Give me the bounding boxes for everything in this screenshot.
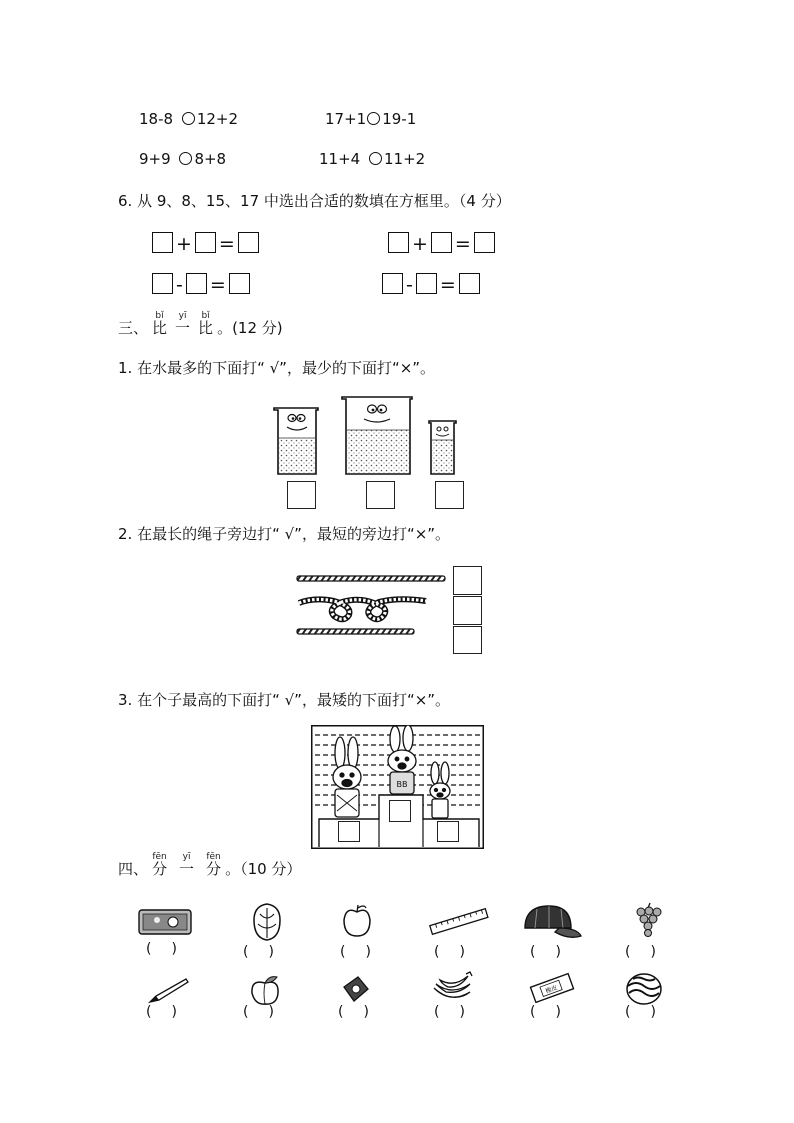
section-3-title: [118, 311, 283, 338]
compare-circle[interactable]: [369, 152, 382, 165]
answer-box[interactable]: [459, 273, 480, 294]
answer-box[interactable]: [195, 232, 216, 253]
answer-paren[interactable]: (): [146, 941, 197, 957]
expr: 11+4: [319, 150, 361, 168]
plus-sign: +: [176, 233, 192, 255]
hanzi: 一: [175, 319, 191, 337]
pinyin: yī: [178, 311, 187, 321]
pinyin-char: [198, 311, 214, 338]
eraser-icon: [528, 972, 576, 1004]
answer-box-rabbit-2[interactable]: [389, 800, 411, 822]
hanzi: 比: [198, 319, 214, 337]
q6-title: 6. 从 9、8、15、17 中选出合适的数填在方框里。（4 分）: [118, 192, 511, 210]
answer-box[interactable]: [152, 273, 173, 294]
equation-minus-2: [382, 273, 480, 296]
answer-box[interactable]: [229, 273, 250, 294]
answer-box[interactable]: [474, 232, 495, 253]
peach-icon: [247, 973, 283, 1007]
expr: 8+8: [194, 150, 227, 168]
minus-sign: -: [176, 274, 183, 296]
equals-sign: =: [218, 233, 235, 255]
hanzi: 比: [152, 319, 168, 337]
pencil-case-icon: [137, 906, 193, 938]
section-number: 四、: [118, 860, 149, 878]
answer-paren[interactable]: (): [625, 1004, 676, 1020]
pinyin-char: [179, 852, 195, 879]
answer-box[interactable]: [186, 273, 207, 294]
pinyin: fēn: [152, 852, 167, 862]
watermelon-icon: [624, 970, 664, 1008]
answer-box-rope-2[interactable]: [453, 596, 482, 625]
q3-title: 3. 在个子最高的下面打“ √”，最矮的下面打“×”。: [118, 691, 451, 709]
answer-box[interactable]: [431, 232, 452, 253]
expr: 18-8: [139, 110, 174, 128]
answer-paren[interactable]: (): [530, 944, 581, 960]
expr: 9+9: [139, 150, 171, 168]
pinyin: fēn: [206, 852, 221, 862]
cup-small: [429, 421, 456, 474]
expr: 12+2: [196, 110, 239, 128]
equation-plus-1: [152, 232, 259, 255]
compare-circle[interactable]: [367, 112, 380, 125]
pinyin-char: [152, 852, 168, 879]
answer-box-cup-3[interactable]: [435, 481, 464, 509]
pinyin: yī: [182, 852, 191, 862]
pinyin: bǐ: [155, 311, 164, 321]
ropes-illustration: [294, 566, 454, 646]
compare-2b: [319, 149, 425, 169]
compare-circle[interactable]: [182, 112, 195, 125]
answer-box[interactable]: [382, 273, 403, 294]
hanzi: 分: [206, 860, 222, 878]
plus-sign: +: [412, 233, 428, 255]
equation-minus-1: [152, 273, 250, 296]
apple-icon: [340, 902, 374, 940]
cup-large: [342, 397, 412, 474]
expr: 11+2: [383, 150, 426, 168]
answer-box-rope-1[interactable]: [453, 566, 482, 595]
expr: 17+1: [325, 110, 367, 128]
compare-2a: [139, 149, 226, 169]
rope-coiled: [299, 599, 426, 619]
sharpener-icon: [340, 973, 372, 1005]
answer-paren[interactable]: (): [530, 1004, 581, 1020]
section-number: 三、: [118, 319, 149, 337]
eraser-label: 橡皮: [544, 984, 559, 996]
rope-short: [297, 629, 414, 634]
rope-long: [297, 576, 445, 581]
answer-paren[interactable]: (): [434, 944, 485, 960]
answer-box-cup-2[interactable]: [366, 481, 395, 509]
answer-paren[interactable]: (): [340, 944, 391, 960]
pinyin-char: [206, 852, 222, 879]
answer-box[interactable]: [238, 232, 259, 253]
answer-paren[interactable]: (): [625, 944, 676, 960]
pinyin: bǐ: [201, 311, 210, 321]
shirt-text: BB: [396, 780, 408, 789]
answer-box[interactable]: [388, 232, 409, 253]
compare-1a: [139, 109, 238, 129]
minus-sign: -: [406, 274, 413, 296]
pinyin-char: [175, 311, 191, 338]
section-score: 。(12 分): [217, 319, 283, 337]
hanzi: 分: [152, 860, 168, 878]
answer-box-rope-3[interactable]: [453, 626, 482, 654]
cup-medium: [274, 408, 318, 474]
answer-paren[interactable]: (): [338, 1004, 389, 1020]
q2-title: 2. 在最长的绳子旁边打“ √”，最短的旁边打“×”。: [118, 525, 451, 543]
cap-icon: [519, 902, 583, 942]
answer-paren[interactable]: (): [243, 944, 294, 960]
answer-box[interactable]: [152, 232, 173, 253]
answer-paren[interactable]: (): [434, 1004, 485, 1020]
answer-paren[interactable]: (): [243, 1004, 294, 1020]
answer-box[interactable]: [416, 273, 437, 294]
answer-paren[interactable]: (): [146, 1004, 197, 1020]
equals-sign: =: [439, 274, 456, 296]
section-score: 。（10 分）: [225, 860, 302, 878]
q1-title: 1. 在水最多的下面打“ √”，最少的下面打“×”。: [118, 359, 436, 377]
section-4-title: [118, 852, 302, 879]
answer-box-rabbit-3[interactable]: [437, 821, 459, 842]
compare-circle[interactable]: [179, 152, 192, 165]
answer-box-cup-1[interactable]: [287, 481, 316, 509]
grapes-icon: [632, 902, 664, 942]
expr: 19-1: [382, 110, 417, 128]
pen-icon: [146, 976, 190, 1006]
compare-1b: [325, 109, 416, 129]
bananas-icon: [430, 970, 474, 1008]
cabbage-icon: [250, 900, 284, 944]
ruler-icon: [428, 904, 490, 940]
hanzi: 一: [179, 860, 195, 878]
equation-plus-2: [388, 232, 495, 255]
answer-box-rabbit-1[interactable]: [338, 821, 360, 842]
equals-sign: =: [209, 274, 226, 296]
equals-sign: =: [454, 233, 471, 255]
pinyin-char: [152, 311, 168, 338]
